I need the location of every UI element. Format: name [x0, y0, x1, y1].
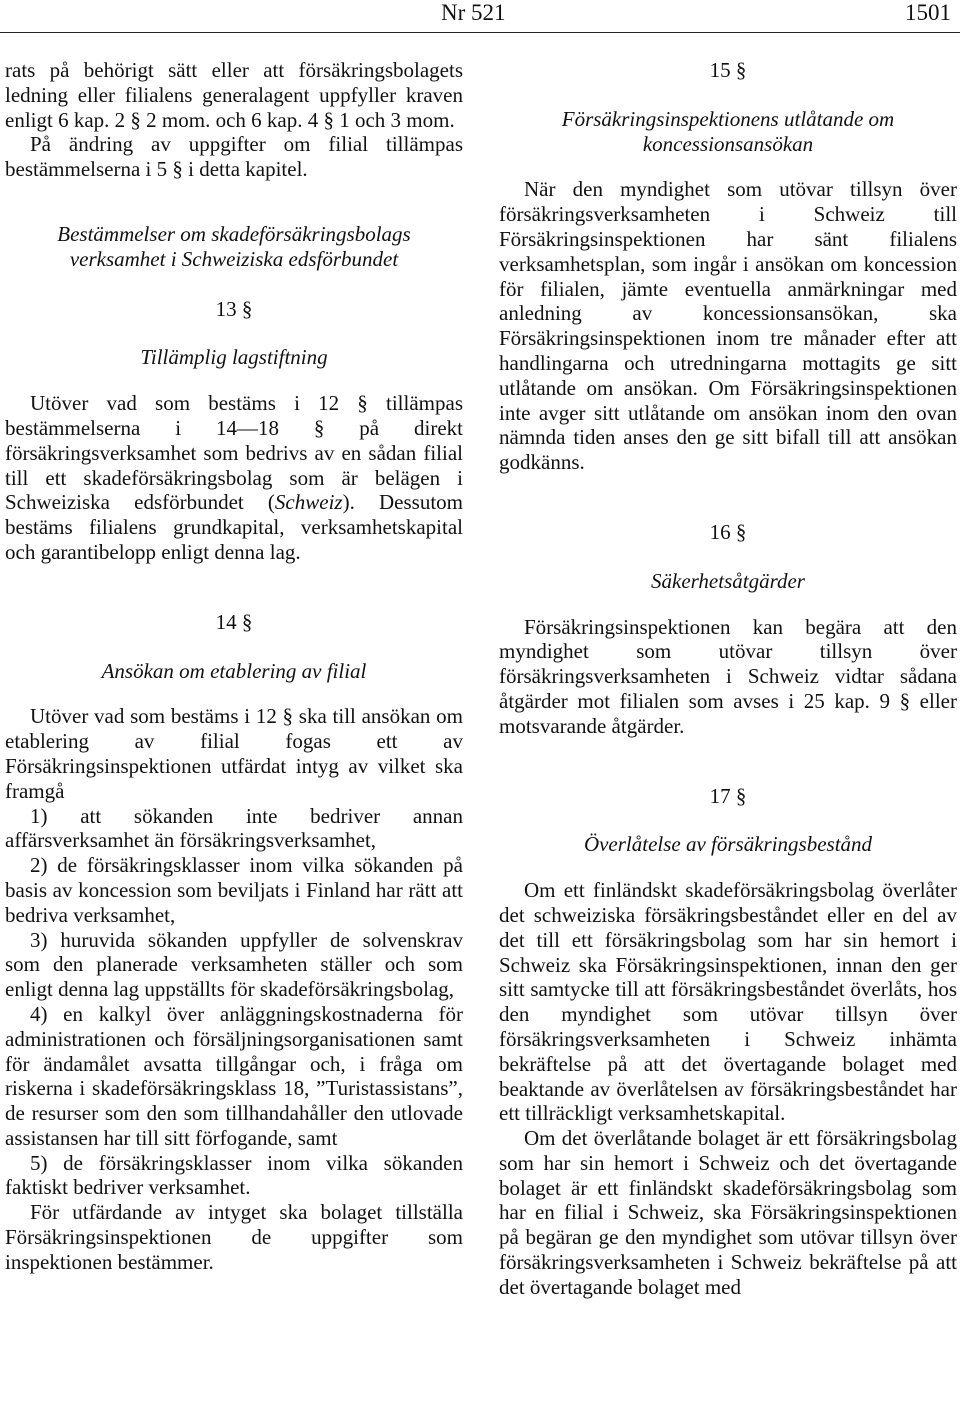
- section-17-paragraph-2: Om det överlåtande bolaget är ett försäkringsbolag som har sin hemort i Schweiz och det övertagande bolaget är ett finländskt skadeförsäkringsbolag som har en filial i Schweiz, ska Försäkringsinspektionen på begäran ge den myndighet som utövar tillsyn över försäkringsverksamheten i Schweiz bekräftelse på att det övertagande bolaget med: [499, 1126, 957, 1299]
- paragraph: På ändring av uppgifter om filial tillämpas bestämmelserna i 5 § i detta kapitel.: [5, 132, 463, 182]
- page-header: [0, 0, 960, 26]
- section-17-number: 17 §: [709, 783, 747, 808]
- continued-paragraph: rats på behörigt sätt eller att försäkringsbolagets ledning eller filialens generalagent uppfyller kraven enligt 6 kap. 2 § 2 mom. och 6 kap. 4 § 1 och 3 mom.: [5, 58, 463, 132]
- section-14-item-3: 3) huruvida sökanden uppfyller de solvenskrav som den planerade verksamheten ställer och som enligt denna lag uppställts för skadeförsäkringsbolag,: [5, 927, 463, 1002]
- document-number: Nr 521: [441, 0, 506, 25]
- section-14-paragraph-2: För utfärdande av intyget ska bolaget tillställa Försäkringsinspektionen de uppgifter som inspektionen bestämmer.: [5, 1200, 463, 1274]
- section-14-body: [5, 704, 463, 1274]
- section-15-paragraph: När den myndighet som utövar tillsyn över försäkringsverksamheten i Schweiz till Försäkringsinspektionen har sänt filialens verksamhetsplan, som ingår i ansökan om koncession för filialen, jämte eventuella anmärkningar med anledning av koncessionsansökan, ska Försäkringsinspektionen inom tre månader efter att handlingarna och utredningarna mottagits ge sitt utlåtande om ansökan. Om Försäkringsinspektionen inte avger sitt utlåtande om ansökan inom den ovan nämnda tiden anses den ge sitt bifall till att ansökan godkänns.: [499, 177, 957, 475]
- section-14-item-1: 1) att sökanden inte bedriver annan affärsverksamhet än försäkringsverksamhet,: [5, 803, 463, 853]
- section-13-number: 13 §: [215, 296, 253, 321]
- page-number: 1501: [905, 0, 951, 25]
- section-14-item-5: 5) de försäkringsklasser inom vilka sökanden faktiskt bedriver verksamhet.: [5, 1150, 463, 1200]
- section-14-item-2: 2) de försäkringsklasser inom vilka sökanden på basis av koncession som beviljats i Finland har rätt att bedriva verksamhet,: [5, 853, 463, 927]
- section-15-title: Försäkringsinspektionens utlåtande om koncessionsansökan: [561, 106, 895, 156]
- section-16-number: 16 §: [709, 519, 747, 544]
- section-17-body: [499, 878, 957, 1300]
- section-14-item-4: 4) en kalkyl över anläggningskostnaderna för administrationen och försäljningsorganisationen samt för ändamålet avsatta tillgångar och, i fråga om riskerna i skadeförsäkringsklass 18, ”Turistassistans”, de resurser som den som tillhandahåller den utlovade assistansen har till sitt förfogande, samt: [5, 1001, 463, 1150]
- section-14-title: Ansökan om etablering av filial: [101, 658, 367, 683]
- section-14-paragraph-1: Utöver vad som bestäms i 12 § ska till ansökan om etablering av filial fogas ett av Försäkringsinspektionen utfärdat intyg av vilket ska framgå: [5, 704, 463, 803]
- section-15-number: 15 §: [709, 58, 747, 82]
- header-rule: [0, 32, 960, 33]
- section-14-number: 14 §: [215, 609, 253, 634]
- section-13-paragraph: Utöver vad som bestäms i 12 § tillämpas bestämmelserna i 14—18 § på direkt försäkringsverksamhet som bedrivs av en sådan filial till ett skadeförsäkringsbolag som är belägen i Schweiziska edsförbundet (Schweiz). Dessutom bestäms filialens grundkapital, verksamhetskapital och garantibelopp enligt denna lag.: [5, 391, 463, 564]
- section-17-paragraph-1: Om ett finländskt skadeförsäkringsbolag överlåter det schweiziska försäkringsbeståndet eller en del av det till ett försäkringsbolag som har sin hemort i Schweiz ska Försäkringsinspektionen, innan den ger sitt samtycke till att försäkringsbeståndet överlåts, hos den myndighet som utövar tillsyn över försäkringsverksamheten i Schweiz inhämta bekräftelse på att det övertagande bolaget med beaktande av överlåtelsen av försäkringsbeståndet har ett tillräckligt verksamhetskapital.: [499, 878, 957, 1126]
- section-16-title: Säkerhetsåtgärder: [651, 568, 805, 593]
- right-column: [499, 58, 957, 1300]
- section-16-paragraph: Försäkringsinspektionen kan begära att den myndighet som utövar tillsyn över försäkringsverksamheten i Schweiz vidtar sådana åtgärder mot filialen som avses i 25 kap. 9 § eller motsvarande åtgärder.: [499, 614, 957, 738]
- chapter-heading: Bestämmelser om skadeförsäkringsbolags verksamhet i Schweiziska edsförbundet: [57, 221, 411, 271]
- section-17-title: Överlåtelse av försäkringsbestånd: [583, 832, 873, 857]
- section-13-title: Tillämplig lagstiftning: [140, 345, 328, 370]
- left-column: [5, 58, 463, 1275]
